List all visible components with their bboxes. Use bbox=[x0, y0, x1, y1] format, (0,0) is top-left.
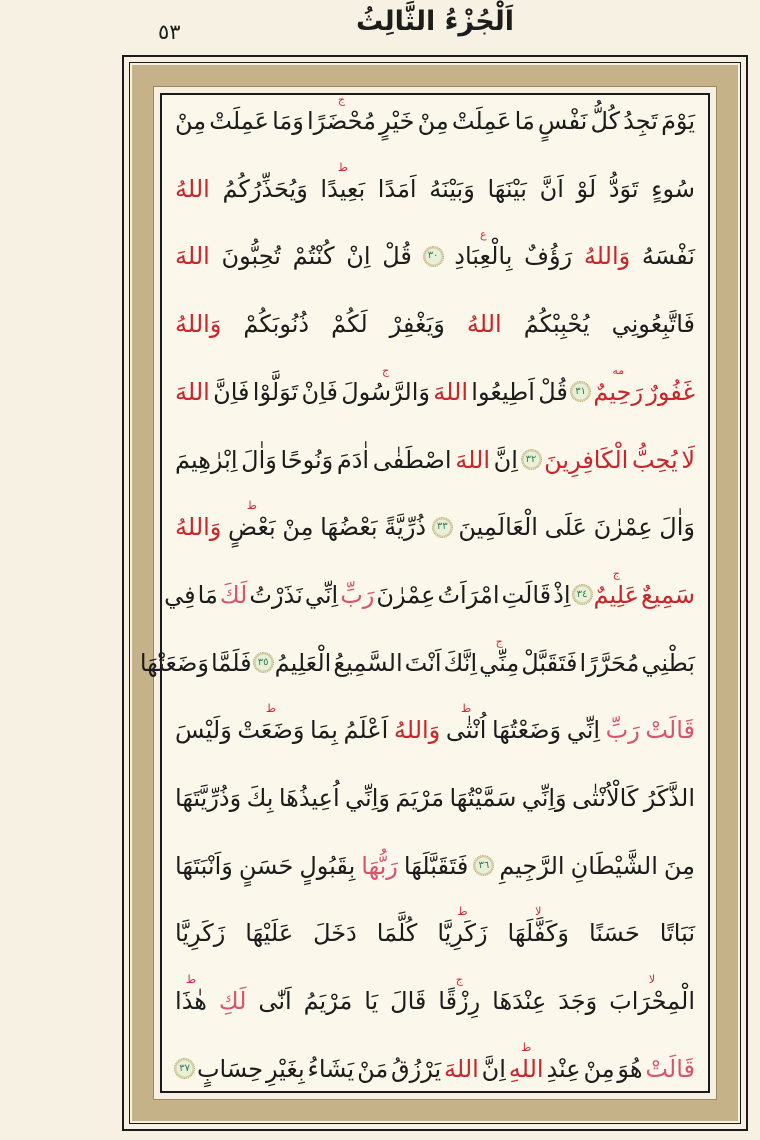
word: وَاٰلَ bbox=[241, 445, 277, 474]
word: فَاِنَّ bbox=[213, 377, 250, 406]
word: خَيْرٍ bbox=[379, 107, 415, 135]
word: مِنْ bbox=[417, 107, 449, 135]
word: نَذَرْتُ bbox=[249, 580, 303, 609]
word: ذُرِّيَّةً bbox=[384, 513, 427, 542]
word: فَلَمَّا bbox=[211, 648, 252, 677]
word: وَاَنْبَتَهَا bbox=[175, 851, 233, 880]
word: رِزْقًا ج bbox=[438, 973, 481, 1016]
word: وَالرَّسُولَ ج bbox=[341, 363, 430, 406]
word: اللهَ bbox=[433, 377, 469, 406]
frame-band-edge bbox=[139, 86, 717, 1100]
pause-mark: لا bbox=[648, 973, 656, 987]
word: يَشَاءُ bbox=[307, 1054, 355, 1083]
word: بِمَا bbox=[310, 716, 338, 745]
word: هٰذَا ط bbox=[175, 973, 207, 1016]
word: فِي bbox=[164, 580, 196, 609]
word: مُحَرَّرًا bbox=[579, 648, 640, 677]
word: يَوْمَ bbox=[661, 107, 695, 135]
word: عِنْدَهَا bbox=[492, 987, 547, 1016]
word: اٰدَمَ bbox=[336, 445, 370, 474]
word: وَذُرِّيَّتَهَا bbox=[175, 784, 242, 813]
word: سَمِيعٌ bbox=[641, 580, 695, 609]
verse-marker: ٣٧ bbox=[174, 1058, 195, 1079]
word: اللهَ bbox=[175, 242, 210, 271]
word: اللهِ ط bbox=[508, 1040, 544, 1083]
word: كُلُّ bbox=[590, 107, 621, 135]
text-line bbox=[174, 973, 696, 1016]
word: حَسَنٍ bbox=[238, 851, 294, 880]
word: رَؤُفٌ bbox=[524, 242, 573, 271]
pause-mark: ط bbox=[246, 499, 257, 513]
frame-inner-line bbox=[129, 62, 741, 1124]
word: نَفْسٍ bbox=[537, 107, 588, 135]
word: سَمَّيْتُهَا bbox=[449, 784, 517, 813]
word: تُحِبُّونَ bbox=[221, 242, 281, 271]
word: مِنْ bbox=[583, 1054, 615, 1083]
text-line bbox=[174, 702, 696, 745]
word: مِنْ bbox=[175, 107, 207, 135]
word: اَنّٰى bbox=[258, 987, 292, 1016]
word: الذَّكَرُ bbox=[643, 784, 695, 813]
word: اللهَ bbox=[444, 1054, 479, 1083]
word: زَكَرِيَّا bbox=[175, 919, 226, 948]
word: اصْطَفٰى bbox=[372, 445, 452, 474]
text-line bbox=[174, 905, 696, 948]
word: قَالَتِ bbox=[501, 580, 552, 609]
word: عَلَى bbox=[544, 513, 587, 542]
word: فَتَقَبَّلَهَا bbox=[403, 851, 469, 880]
word: بِغَيْرِ bbox=[265, 1054, 305, 1083]
word: وَاللهُ bbox=[393, 716, 441, 745]
word: رَبِّ bbox=[605, 716, 640, 745]
word: وَاللهُ bbox=[583, 242, 631, 271]
pause-mark: ع bbox=[480, 228, 487, 242]
word: كَالْاُنْثٰى bbox=[572, 784, 639, 813]
word: وَاٰلَ bbox=[659, 513, 695, 542]
word: رَحِيمٌ مه bbox=[593, 363, 644, 406]
word: لَكِ bbox=[218, 987, 247, 1016]
word: عَمِلَتْ bbox=[451, 107, 512, 135]
pause-mark: مه bbox=[612, 363, 625, 377]
word: رَبِّ bbox=[340, 580, 375, 609]
word: لَا bbox=[681, 445, 695, 474]
word: بِالْعِبَادِ ع bbox=[454, 228, 513, 271]
word: دَخَلَ bbox=[313, 919, 357, 948]
word: الْعَالَمِينَ bbox=[458, 513, 538, 542]
word: ذُنُوبَكُمْ bbox=[243, 310, 310, 339]
text-line bbox=[174, 851, 696, 880]
word: مِنِّي ج bbox=[479, 634, 520, 677]
word: عِنْدِ bbox=[546, 1054, 581, 1083]
word: اِنِّي bbox=[304, 580, 339, 609]
text-line bbox=[139, 634, 696, 677]
word: الْكَافِرِينَ bbox=[544, 445, 629, 474]
word: يُحِبُّ bbox=[631, 445, 678, 474]
word: وَنُوحًا bbox=[280, 445, 334, 474]
verse-marker: ٣٢ bbox=[521, 449, 542, 470]
word: اللهَ bbox=[455, 445, 490, 474]
text-line bbox=[164, 566, 696, 609]
word: اَنْتَ bbox=[404, 648, 442, 677]
text-line bbox=[174, 160, 696, 203]
word: تَجِدُ bbox=[623, 107, 658, 135]
text-line bbox=[174, 310, 696, 339]
word: نَفْسَهُ bbox=[641, 242, 695, 271]
pause-mark: ط bbox=[185, 973, 197, 987]
word: وَبَيْنَهُ bbox=[429, 174, 475, 203]
text-line bbox=[174, 1040, 696, 1083]
word: فَاِنْ bbox=[301, 377, 338, 406]
word: تَوَلَّوْا bbox=[252, 377, 299, 406]
word: اللهُ bbox=[175, 174, 210, 203]
word: نَبَاتًا bbox=[659, 919, 695, 948]
word: الشَّيْطَانِ bbox=[570, 851, 658, 880]
word: لَكَ bbox=[219, 580, 248, 609]
verse-marker: ٣٥ bbox=[253, 652, 274, 673]
verse-marker: ٣٤ bbox=[572, 584, 593, 605]
word: قَالَتْ bbox=[645, 716, 695, 745]
word: قَالَ bbox=[390, 987, 427, 1016]
word: سُوءٍ bbox=[651, 174, 695, 203]
pause-mark: ج bbox=[337, 93, 346, 106]
word: فَاتَّبِعُونِي bbox=[611, 310, 695, 339]
word: كُنْتُمْ bbox=[292, 242, 335, 271]
text-line bbox=[174, 499, 696, 542]
word: اِنَّ bbox=[493, 445, 518, 474]
quran-text-block bbox=[139, 93, 696, 1083]
word: بَيْنَهَا bbox=[487, 174, 527, 203]
word: بِقَبُولٍ bbox=[299, 851, 356, 880]
word: امْرَاَتُ bbox=[437, 580, 500, 609]
word: مُحْضَرًا ج bbox=[306, 93, 377, 135]
word: عَلَيْهَا bbox=[245, 919, 294, 948]
word: يَا bbox=[364, 987, 379, 1016]
pause-mark: ط bbox=[337, 160, 348, 174]
word: وَاللهُ bbox=[175, 513, 222, 542]
text-line bbox=[174, 228, 696, 271]
pause-mark: ج bbox=[455, 973, 463, 987]
word: يُحْبِبْكُمُ bbox=[523, 310, 590, 339]
word: مَا bbox=[514, 107, 535, 135]
word: وَاللهُ bbox=[175, 310, 222, 339]
word: مَرْيَمُ bbox=[303, 987, 353, 1016]
word: تَوَدُّ bbox=[608, 174, 639, 203]
word: السَّمِيعُ bbox=[333, 648, 403, 677]
word: عَمِلَتْ bbox=[209, 107, 269, 135]
word: اللهَ bbox=[175, 377, 210, 406]
text-panel bbox=[139, 93, 710, 1093]
text-line bbox=[174, 93, 696, 135]
pause-mark: ط bbox=[461, 702, 472, 716]
word: بَطْنِي bbox=[641, 648, 695, 677]
word: غَفُورٌ bbox=[646, 377, 695, 406]
word: اللهُ bbox=[466, 310, 502, 339]
word: وَيَغْفِرْ bbox=[389, 310, 445, 339]
word: رَبُّهَا bbox=[361, 851, 398, 880]
pause-mark: ط bbox=[521, 1040, 532, 1054]
word: قَالَتْ bbox=[645, 1054, 695, 1083]
verse-marker: ٣١ bbox=[570, 381, 591, 402]
verse-marker: ٣٦ bbox=[473, 855, 494, 876]
word: اِنَّ bbox=[481, 1054, 506, 1083]
frame-tan-band bbox=[132, 65, 738, 1121]
pause-mark: ط bbox=[457, 905, 468, 919]
word: عَلِيمٌ ج bbox=[593, 566, 639, 609]
word: وَكَفَّلَهَا لا bbox=[507, 905, 570, 948]
word: بَعِيدًا ط bbox=[320, 160, 366, 203]
word: فَتَقَبَّلْ bbox=[521, 648, 578, 677]
word: قُلْ bbox=[382, 242, 412, 271]
pause-mark: ج bbox=[382, 363, 390, 377]
word: اُعِيذُهَا bbox=[278, 784, 340, 813]
word: زَكَرِيَّا ط bbox=[437, 905, 488, 948]
word: وَجَدَ bbox=[558, 987, 598, 1016]
word: بَعْضُهَا bbox=[320, 513, 378, 542]
word: اَنَّ bbox=[539, 174, 564, 203]
word: وَاِنِّي bbox=[521, 784, 567, 813]
text-line bbox=[174, 445, 696, 474]
word: اَمَدًا bbox=[377, 174, 417, 203]
word: وَضَعَتْ ط bbox=[237, 702, 305, 745]
pause-mark: لا bbox=[535, 905, 542, 919]
word: اِنِّي bbox=[566, 716, 601, 745]
word: هُوَ bbox=[617, 1054, 643, 1083]
word: اَطِيعُوا bbox=[471, 377, 535, 406]
word: مِنْ bbox=[282, 513, 314, 542]
text-line bbox=[174, 784, 696, 813]
word: الْعَلِيمُ bbox=[274, 648, 332, 677]
word: وَيُحَذِّرُكُمُ bbox=[222, 174, 308, 203]
word: قُلْ bbox=[538, 377, 568, 406]
word: وَمَا bbox=[272, 107, 304, 135]
word: مِنَ bbox=[663, 851, 695, 880]
word: لَوْ bbox=[576, 174, 597, 203]
word: يَرْزُقُ bbox=[391, 1054, 442, 1083]
juz-title: اَلْجُزْءُ الثَّالِثُ bbox=[355, 6, 515, 37]
word: اِذْ bbox=[553, 580, 571, 609]
word: وَضَعْتُهَا bbox=[491, 716, 562, 745]
word: اِبْرٰهِيمَ bbox=[175, 445, 238, 474]
word: مَا bbox=[197, 580, 218, 609]
word: وَضَعَتْهَا bbox=[139, 648, 210, 677]
word: حَسَنًا bbox=[588, 919, 640, 948]
word: عِمْرٰنَ bbox=[593, 513, 653, 542]
word: مَنْ bbox=[357, 1054, 389, 1083]
word: وَلَيْسَ bbox=[175, 716, 232, 745]
word: بَعْضٍ ط bbox=[228, 499, 276, 542]
word: الرَّجِيمِ bbox=[499, 851, 565, 880]
page-number: ٥٣ bbox=[158, 20, 181, 44]
verse-marker: ٣٠ bbox=[423, 246, 444, 267]
word: اَعْلَمُ bbox=[343, 716, 389, 745]
word: بِكَ bbox=[246, 784, 274, 813]
word: مَرْيَمَ bbox=[395, 784, 445, 813]
pause-mark: ج bbox=[612, 566, 620, 580]
word: الْمِحْرَابَ لا bbox=[609, 973, 695, 1016]
word: اُنْثٰى ط bbox=[445, 702, 487, 745]
text-line bbox=[174, 363, 696, 406]
word: حِسَابٍ bbox=[196, 1054, 264, 1083]
pause-mark: ج bbox=[495, 634, 503, 648]
word: لَكُمْ bbox=[331, 310, 368, 339]
word: اِنْ bbox=[346, 242, 371, 271]
word: اِنَّكَ bbox=[443, 648, 478, 677]
ornamental-frame bbox=[122, 55, 748, 1131]
pause-mark: ط bbox=[265, 702, 276, 716]
verse-marker: ٣٣ bbox=[432, 517, 453, 538]
word: عِمْرٰنَ bbox=[376, 580, 436, 609]
word: كُلَّمَا bbox=[376, 919, 418, 948]
word: وَاِنِّي bbox=[345, 784, 390, 813]
